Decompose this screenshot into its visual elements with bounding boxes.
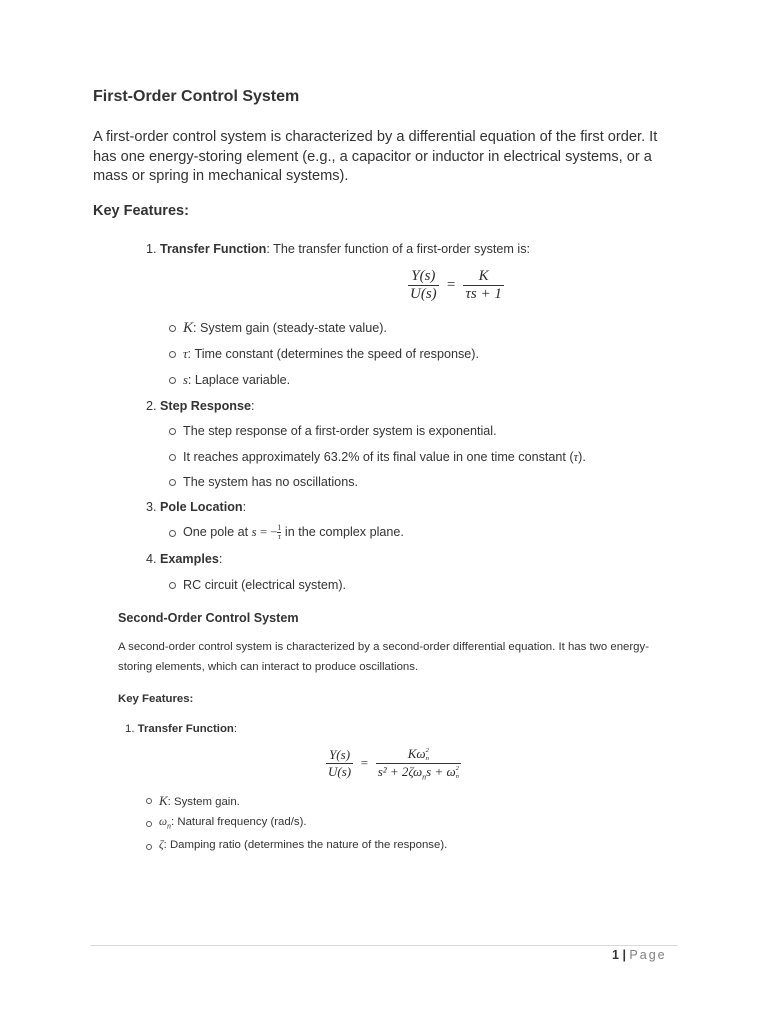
symbol: s xyxy=(183,373,188,387)
eq-rhs-denominator xyxy=(376,763,461,782)
page-footer xyxy=(612,948,667,962)
item-text: : xyxy=(251,399,255,413)
eq-lhs-numerator: Y(s) xyxy=(411,268,436,284)
list-item xyxy=(183,373,290,388)
key-features-heading: Key Features: xyxy=(93,203,189,219)
transfer-function-equation xyxy=(408,268,504,303)
superscript: 2 xyxy=(425,747,429,755)
section-intro-line: storing elements, which can interact to produce oscillations. xyxy=(118,661,419,673)
item-label: Pole Location xyxy=(160,500,243,514)
footer-divider xyxy=(90,945,678,946)
eq-equals: = − xyxy=(260,524,278,539)
list-item xyxy=(146,399,255,413)
list-item xyxy=(183,320,387,337)
item-label: Examples xyxy=(160,552,219,566)
bullet-icon xyxy=(169,454,176,461)
bullet-text: in the complex plane. xyxy=(281,524,404,539)
bullet-text: ). xyxy=(578,450,586,464)
bullet-icon xyxy=(169,325,176,332)
symbol: ω xyxy=(159,816,168,828)
symbol: ζ xyxy=(159,839,164,851)
bullet-icon xyxy=(169,428,176,435)
item-label: Transfer Function xyxy=(160,242,267,256)
denominator-text: s² + 2ζω xyxy=(377,764,423,780)
footer-separator: | xyxy=(622,948,626,962)
symbol: K xyxy=(183,320,194,336)
bullet-text: It reaches approximately 63.2% of its final value in one time constant ( xyxy=(183,450,574,464)
symbol: τ xyxy=(573,450,579,464)
eq-rhs-numerator xyxy=(376,746,461,763)
bullet-icon xyxy=(169,479,176,486)
bullet-text: : Natural frequency (rad/s). xyxy=(171,816,307,828)
bullet-icon xyxy=(169,530,176,537)
eq-equals: = xyxy=(360,755,369,771)
bullet-text: : Damping ratio (determines the nature of the response). xyxy=(163,839,448,851)
section-title: Second-Order Control System xyxy=(118,611,299,625)
denominator-text: s + ω xyxy=(426,764,456,780)
list-item xyxy=(146,500,246,514)
subscript: n xyxy=(167,821,172,831)
list-item xyxy=(146,552,222,566)
bullet-icon xyxy=(169,377,176,384)
subscript: n xyxy=(422,772,427,782)
item-number: 1. xyxy=(125,723,135,735)
eq-equals: = xyxy=(446,277,456,294)
eq-lhs-denominator: U(s) xyxy=(328,764,352,780)
superscript: 2 xyxy=(455,765,459,773)
item-label: Step Response xyxy=(160,399,251,413)
eq-rhs-denominator: τs + 1 xyxy=(465,286,502,302)
bullet-text: : Laplace variable. xyxy=(187,373,291,387)
item-text: : xyxy=(218,552,223,566)
frac-numerator: 1 xyxy=(277,523,282,532)
symbol: K xyxy=(159,793,168,808)
bullet-icon xyxy=(146,798,152,804)
list-item xyxy=(159,793,240,809)
list-item xyxy=(183,524,404,541)
list-item xyxy=(183,347,479,362)
item-number: 4. xyxy=(146,552,157,566)
key-features-heading: Key Features: xyxy=(118,693,194,705)
item-text: : xyxy=(233,723,238,735)
list-item: The step response of a first-order system is exponential. xyxy=(183,424,497,438)
bullet-icon xyxy=(169,582,176,589)
list-item: RC circuit (electrical system). xyxy=(183,578,347,592)
subscript: n xyxy=(455,773,459,781)
eq-rhs-numerator: K xyxy=(478,268,489,284)
bullet-text: One pole at xyxy=(183,524,252,539)
eq-lhs-numerator: Y(s) xyxy=(329,747,351,763)
bullet-icon xyxy=(169,351,176,358)
bullet-text: : System gain (steady-state value). xyxy=(193,321,387,335)
bullet-icon xyxy=(146,821,152,827)
list-item xyxy=(125,723,237,735)
item-text: : xyxy=(242,500,247,514)
item-number: 3. xyxy=(146,500,157,514)
item-number: 2. xyxy=(146,399,157,413)
page-title: First-Order Control System xyxy=(93,88,300,105)
second-order-transfer-function xyxy=(326,746,461,782)
list-item xyxy=(146,242,530,256)
bullet-text: : Time constant (determines the speed of response). xyxy=(187,347,479,361)
page-label: Page xyxy=(629,948,667,962)
page-number: 1 xyxy=(612,948,619,962)
item-text: : The transfer function of a first-order system is: xyxy=(266,242,531,256)
list-item: The system has no oscillations. xyxy=(183,475,358,489)
symbol: s xyxy=(251,524,257,539)
bullet-icon xyxy=(146,844,152,850)
item-label: Transfer Function xyxy=(137,723,234,735)
list-item xyxy=(159,839,447,851)
bullet-text: : System gain. xyxy=(167,796,240,808)
intro-paragraph: A first-order control system is characterized by a differential equation of the first order. It has one energy-storing element (e.g., a capacitor or inductor in electrical systems, or a mass or spring in mechanical systems). xyxy=(93,129,658,185)
frac-denominator: τ xyxy=(277,532,281,541)
numerator-text: Kω xyxy=(407,746,426,761)
section-intro-line: A second-order control system is characterized by a second-order differential equation. It has two energy- xyxy=(118,641,649,653)
list-item xyxy=(183,450,586,465)
item-number: 1. xyxy=(146,242,157,256)
symbol: τ xyxy=(183,347,188,361)
subscript: n xyxy=(425,755,429,763)
list-item xyxy=(159,816,307,830)
eq-lhs-denominator: U(s) xyxy=(410,286,437,302)
